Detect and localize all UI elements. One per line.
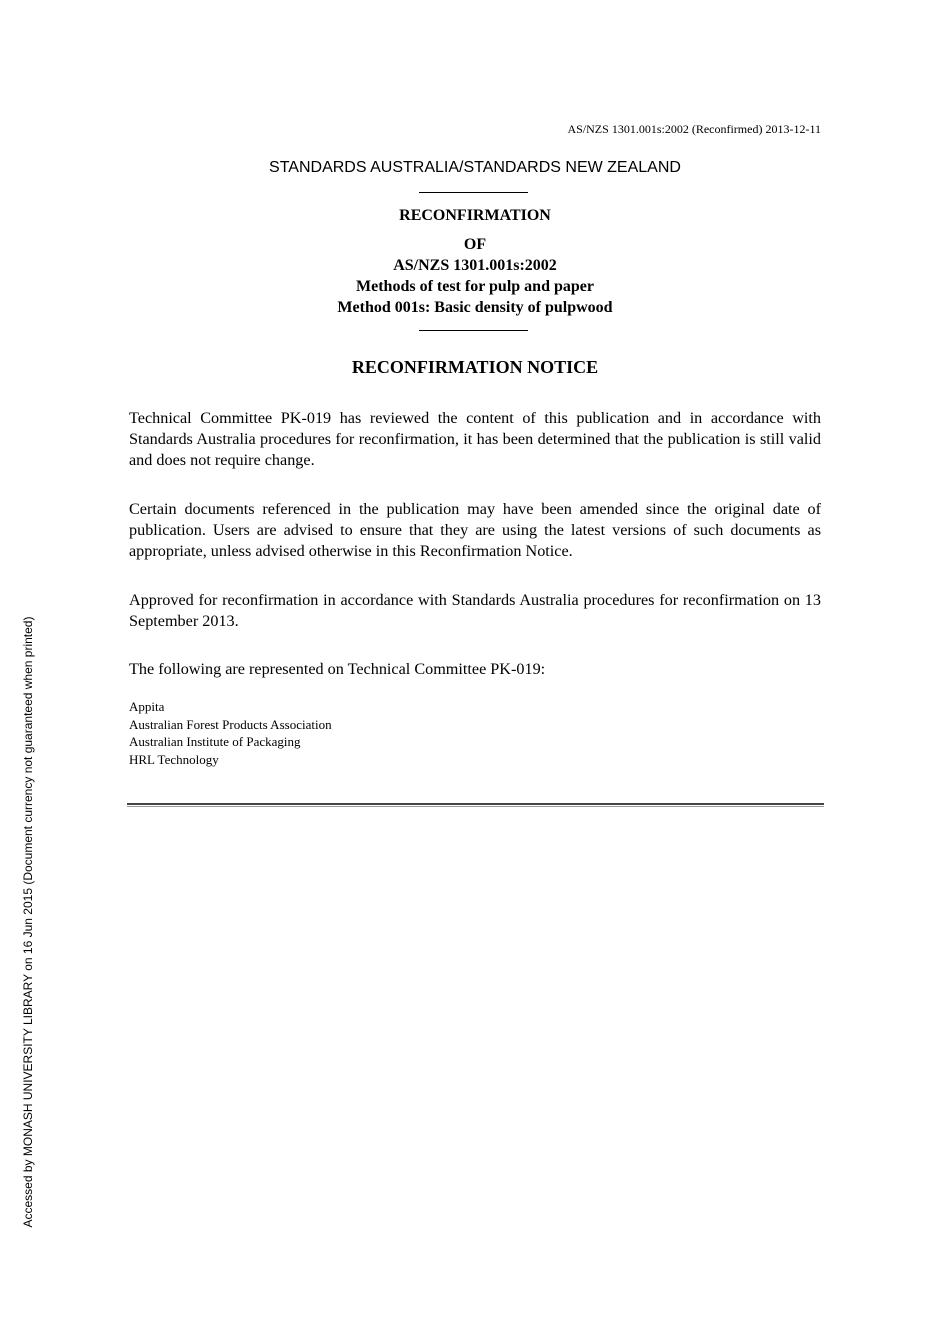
notice-heading: RECONFIRMATION NOTICE: [351, 357, 599, 377]
document-reference: AS/NZS 1301.001s:2002 (Reconfirmed) 2013-12-11: [567, 122, 821, 136]
committee-member: Australian Institute of Packaging: [129, 734, 301, 750]
title-line-standard-number: AS/NZS 1301.001s:2002: [393, 257, 557, 274]
committee-member-list: [129, 698, 332, 769]
title-divider-top: [419, 192, 528, 193]
review-paragraph: Technical Committee PK-019 has reviewed the content of this publication and in accordance with Standards Australia procedures for reconfirmation, it has been determined that the publication is still valid and does not require change.: [129, 409, 821, 469]
document-title: [0, 205, 950, 318]
committee-member: Appita: [129, 699, 165, 714]
organisation-name: STANDARDS AUSTRALIA/STANDARDS NEW ZEALAND: [269, 159, 681, 176]
title-line-series: Methods of test for pulp and paper: [356, 278, 594, 295]
committee-member: Australian Forest Products Association: [129, 716, 332, 732]
referenced-documents-paragraph: Certain documents referenced in the publication may have been amended since the original date of publication. Users are advised to ensure that they are using the latest versions of such documents as appropriate, unless advised otherwise in this Reconfirmation Notice.: [129, 500, 821, 560]
title-line-of: OF: [463, 236, 487, 253]
committee-intro-paragraph: The following are represented on Technical Committee PK-019:: [129, 660, 546, 678]
title-line-reconfirmation: RECONFIRMATION: [399, 207, 551, 224]
committee-member: HRL Technology: [129, 752, 219, 768]
access-stamp: Accessed by MONASH UNIVERSITY LIBRARY on 16 Jun 2015 (Document currency not guaranteed when printed): [21, 616, 35, 1228]
title-line-method: Method 001s: Basic density of pulpwood: [337, 299, 613, 316]
approval-paragraph: Approved for reconfirmation in accordance with Standards Australia procedures for reconfirmation on 13 September 2013.: [129, 591, 821, 630]
footer-divider: [127, 803, 824, 807]
title-divider-bottom: [419, 330, 528, 331]
